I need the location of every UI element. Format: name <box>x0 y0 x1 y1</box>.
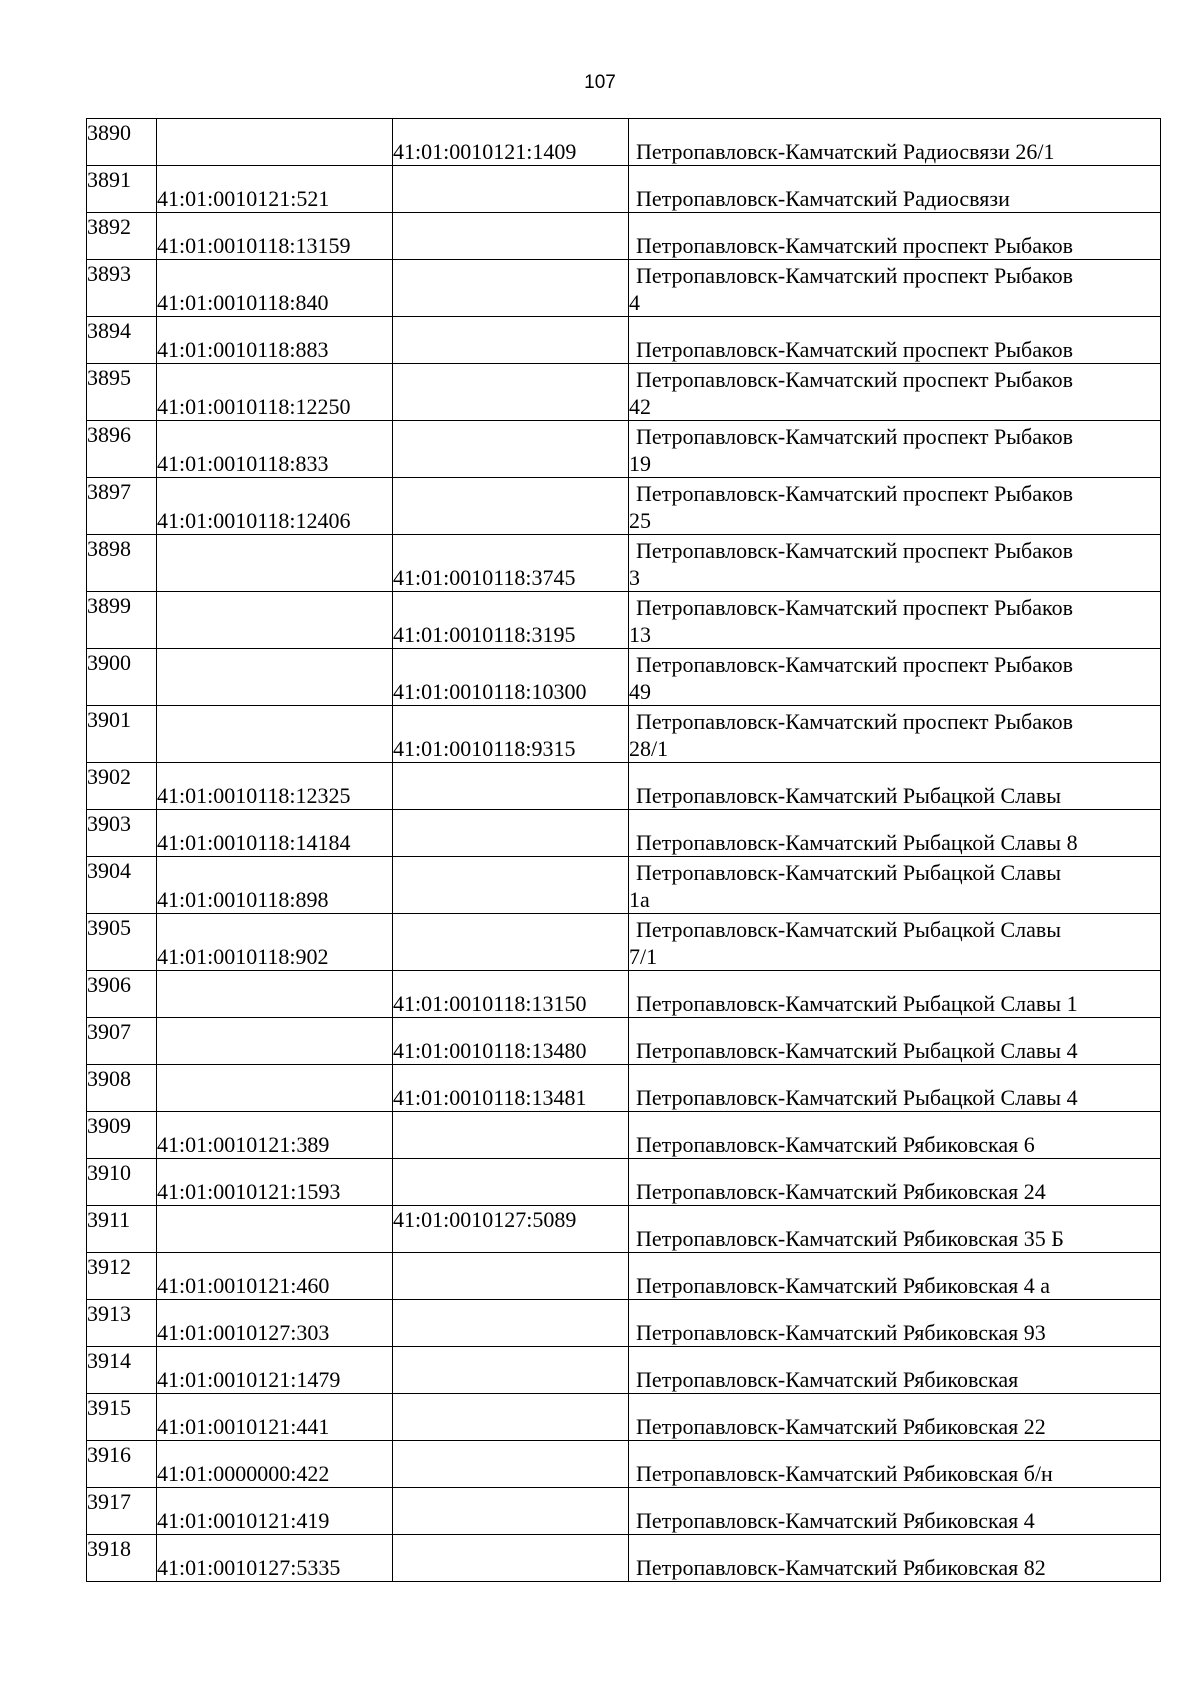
table-row <box>87 1347 1161 1394</box>
row-number: 3891 <box>87 166 157 213</box>
row-number: 3911 <box>87 1206 157 1253</box>
address-house-number: 3 <box>629 565 640 590</box>
address-house-number: 1а <box>629 887 650 912</box>
address-line: Петропавловск-Камчатский Рябиковская 82 <box>636 1555 1046 1580</box>
row-number: 3902 <box>87 763 157 810</box>
cadastral-number-primary: 41:01:0010121:460 <box>157 1253 393 1300</box>
address-cell <box>629 914 1161 971</box>
cadastral-number-secondary: 41:01:0010118:3195 <box>393 592 629 649</box>
address-cell <box>629 260 1161 317</box>
address-line: Петропавловск-Камчатский Рыбацкой Славы <box>636 917 1062 942</box>
address-line: Петропавловск-Камчатский проспект Рыбаков <box>636 481 1073 506</box>
address-line: Петропавловск-Камчатский Рыбацкой Славы <box>636 860 1062 885</box>
address-line: Петропавловск-Камчатский Рябиковская <box>636 1367 1019 1392</box>
address-line: Петропавловск-Камчатский Рыбацкой Славы <box>636 783 1062 808</box>
address-cell <box>629 421 1161 478</box>
cadastral-number-secondary: 41:01:0010118:13480 <box>393 1018 629 1065</box>
address-cell <box>629 1065 1161 1112</box>
cadastral-number-secondary <box>393 1300 629 1347</box>
table-row <box>87 1394 1161 1441</box>
address-line: Петропавловск-Камчатский проспект Рыбаков <box>636 424 1073 449</box>
address-cell <box>629 1347 1161 1394</box>
table-row <box>87 213 1161 260</box>
address-cell <box>629 1488 1161 1535</box>
address-cell <box>629 649 1161 706</box>
address-cell <box>629 1206 1161 1253</box>
table-row <box>87 1018 1161 1065</box>
cadastral-number-primary: 41:01:0010121:521 <box>157 166 393 213</box>
cadastral-number-secondary <box>393 166 629 213</box>
table-row <box>87 421 1161 478</box>
address-cell <box>629 1441 1161 1488</box>
address-house-number: 42 <box>629 394 651 419</box>
row-number: 3917 <box>87 1488 157 1535</box>
row-number: 3913 <box>87 1300 157 1347</box>
address-house-number: 49 <box>629 679 651 704</box>
row-number: 3903 <box>87 810 157 857</box>
row-number: 3910 <box>87 1159 157 1206</box>
table-row <box>87 763 1161 810</box>
table-row <box>87 1253 1161 1300</box>
cadastral-number-primary: 41:01:0000000:422 <box>157 1441 393 1488</box>
address-line: Петропавловск-Камчатский Рябиковская 4 а <box>636 1273 1050 1298</box>
cadastral-number-primary: 41:01:0010121:419 <box>157 1488 393 1535</box>
address-house-number: 7/1 <box>629 944 658 969</box>
table-row <box>87 1159 1161 1206</box>
address-cell <box>629 592 1161 649</box>
cadastral-number-secondary <box>393 1347 629 1394</box>
address-line: Петропавловск-Камчатский Рябиковская 93 <box>636 1320 1046 1345</box>
address-line: Петропавловск-Камчатский проспект Рыбаков <box>636 709 1073 734</box>
table-row <box>87 166 1161 213</box>
address-line: Петропавловск-Камчатский Рябиковская 35 Б <box>636 1226 1064 1251</box>
table-row <box>87 592 1161 649</box>
table-row <box>87 317 1161 364</box>
cadastral-number-primary: 41:01:0010121:1479 <box>157 1347 393 1394</box>
address-line: Петропавловск-Камчатский Рыбацкой Славы 1 <box>636 991 1078 1016</box>
table-row <box>87 364 1161 421</box>
table-row <box>87 1112 1161 1159</box>
table-row <box>87 810 1161 857</box>
cadastral-number-secondary <box>393 478 629 535</box>
cadastral-number-secondary <box>393 1488 629 1535</box>
address-line: Петропавловск-Камчатский Рыбацкой Славы 4 <box>636 1038 1078 1063</box>
row-number: 3897 <box>87 478 157 535</box>
cadastral-number-secondary <box>393 810 629 857</box>
row-number: 3905 <box>87 914 157 971</box>
cadastral-number-secondary: 41:01:0010118:3745 <box>393 535 629 592</box>
row-number: 3892 <box>87 213 157 260</box>
address-line: Петропавловск-Камчатский Рябиковская 4 <box>636 1508 1035 1533</box>
address-house-number: 4 <box>629 290 640 315</box>
address-cell <box>629 535 1161 592</box>
cadastral-number-primary: 41:01:0010118:13159 <box>157 213 393 260</box>
cadastral-number-primary: 41:01:0010121:1593 <box>157 1159 393 1206</box>
table-row <box>87 535 1161 592</box>
cadastral-number-primary <box>157 706 393 763</box>
cadastral-number-primary <box>157 592 393 649</box>
address-line: Петропавловск-Камчатский Рыбацкой Славы 8 <box>636 830 1078 855</box>
address-cell <box>629 1018 1161 1065</box>
cadastral-number-primary <box>157 649 393 706</box>
table-row <box>87 1206 1161 1253</box>
cadastral-number-secondary <box>393 1159 629 1206</box>
row-number: 3915 <box>87 1394 157 1441</box>
address-line: Петропавловск-Камчатский проспект Рыбаков <box>636 233 1073 258</box>
address-cell <box>629 971 1161 1018</box>
cadastral-number-secondary: 41:01:0010118:10300 <box>393 649 629 706</box>
address-line: Петропавловск-Камчатский проспект Рыбаков <box>636 538 1073 563</box>
cadastral-number-primary <box>157 119 393 166</box>
address-cell <box>629 119 1161 166</box>
table-row <box>87 971 1161 1018</box>
address-cell <box>629 1112 1161 1159</box>
cadastral-number-primary: 41:01:0010118:840 <box>157 260 393 317</box>
cadastral-number-secondary <box>393 1253 629 1300</box>
cadastral-number-secondary: 41:01:0010118:13150 <box>393 971 629 1018</box>
cadastral-registry-table <box>86 118 1161 1582</box>
cadastral-number-primary: 41:01:0010127:303 <box>157 1300 393 1347</box>
address-cell <box>629 166 1161 213</box>
cadastral-number-secondary <box>393 1535 629 1582</box>
cadastral-number-primary <box>157 1065 393 1112</box>
address-cell <box>629 706 1161 763</box>
address-line: Петропавловск-Камчатский проспект Рыбаков <box>636 337 1073 362</box>
table-row <box>87 119 1161 166</box>
address-line: Петропавловск-Камчатский проспект Рыбаков <box>636 367 1073 392</box>
cadastral-number-primary: 41:01:0010118:902 <box>157 914 393 971</box>
row-number: 3901 <box>87 706 157 763</box>
row-number: 3899 <box>87 592 157 649</box>
cadastral-number-primary: 41:01:0010118:14184 <box>157 810 393 857</box>
row-number: 3909 <box>87 1112 157 1159</box>
cadastral-number-primary: 41:01:0010118:12406 <box>157 478 393 535</box>
table-row <box>87 1300 1161 1347</box>
cadastral-number-secondary <box>393 1394 629 1441</box>
cadastral-number-secondary <box>393 317 629 364</box>
table-row <box>87 1535 1161 1582</box>
table-row <box>87 1488 1161 1535</box>
cadastral-number-primary <box>157 1018 393 1065</box>
address-cell <box>629 478 1161 535</box>
address-cell <box>629 1300 1161 1347</box>
address-cell <box>629 1394 1161 1441</box>
cadastral-number-secondary: 41:01:0010127:5089 <box>393 1206 629 1253</box>
address-cell <box>629 213 1161 260</box>
address-line: Петропавловск-Камчатский Радиосвязи 26/1 <box>636 139 1055 164</box>
address-house-number: 25 <box>629 508 651 533</box>
row-number: 3894 <box>87 317 157 364</box>
address-house-number: 19 <box>629 451 651 476</box>
cadastral-number-secondary <box>393 364 629 421</box>
table-row <box>87 478 1161 535</box>
row-number: 3890 <box>87 119 157 166</box>
cadastral-number-secondary: 41:01:0010118:9315 <box>393 706 629 763</box>
address-line: Петропавловск-Камчатский Рябиковская б/н <box>636 1461 1053 1486</box>
cadastral-number-secondary <box>393 857 629 914</box>
table-row <box>87 260 1161 317</box>
cadastral-number-primary: 41:01:0010118:12250 <box>157 364 393 421</box>
address-line: Петропавловск-Камчатский Рыбацкой Славы 4 <box>636 1085 1078 1110</box>
cadastral-number-primary: 41:01:0010121:441 <box>157 1394 393 1441</box>
address-cell <box>629 317 1161 364</box>
address-cell <box>629 810 1161 857</box>
cadastral-number-primary: 41:01:0010118:883 <box>157 317 393 364</box>
address-line: Петропавловск-Камчатский Радиосвязи <box>636 186 1010 211</box>
address-cell <box>629 763 1161 810</box>
cadastral-number-secondary <box>393 914 629 971</box>
row-number: 3896 <box>87 421 157 478</box>
cadastral-number-primary: 41:01:0010121:389 <box>157 1112 393 1159</box>
cadastral-number-primary <box>157 971 393 1018</box>
row-number: 3893 <box>87 260 157 317</box>
cadastral-number-secondary <box>393 421 629 478</box>
row-number: 3914 <box>87 1347 157 1394</box>
table-row <box>87 914 1161 971</box>
cadastral-number-primary: 41:01:0010118:12325 <box>157 763 393 810</box>
address-cell <box>629 1253 1161 1300</box>
address-cell <box>629 1535 1161 1582</box>
address-line: Петропавловск-Камчатский Рябиковская 6 <box>636 1132 1035 1157</box>
row-number: 3904 <box>87 857 157 914</box>
address-cell <box>629 364 1161 421</box>
table-row <box>87 649 1161 706</box>
address-house-number: 28/1 <box>629 736 669 761</box>
row-number: 3898 <box>87 535 157 592</box>
cadastral-number-primary: 41:01:0010118:898 <box>157 857 393 914</box>
address-line: Петропавловск-Камчатский проспект Рыбаков <box>636 595 1073 620</box>
table-row <box>87 1065 1161 1112</box>
cadastral-number-primary: 41:01:0010118:833 <box>157 421 393 478</box>
row-number: 3907 <box>87 1018 157 1065</box>
table-row <box>87 857 1161 914</box>
address-line: Петропавловск-Камчатский проспект Рыбаков <box>636 652 1073 677</box>
cadastral-number-primary <box>157 1206 393 1253</box>
row-number: 3908 <box>87 1065 157 1112</box>
table-row <box>87 706 1161 763</box>
row-number: 3900 <box>87 649 157 706</box>
address-line: Петропавловск-Камчатский проспект Рыбаков <box>636 263 1073 288</box>
cadastral-number-secondary: 41:01:0010118:13481 <box>393 1065 629 1112</box>
address-house-number: 13 <box>629 622 651 647</box>
cadastral-number-primary: 41:01:0010127:5335 <box>157 1535 393 1582</box>
row-number: 3895 <box>87 364 157 421</box>
cadastral-number-secondary <box>393 213 629 260</box>
cadastral-number-secondary <box>393 1441 629 1488</box>
address-cell <box>629 1159 1161 1206</box>
row-number: 3912 <box>87 1253 157 1300</box>
row-number: 3916 <box>87 1441 157 1488</box>
cadastral-number-secondary: 41:01:0010121:1409 <box>393 119 629 166</box>
cadastral-number-secondary <box>393 260 629 317</box>
page-number: 107 <box>584 72 616 93</box>
address-line: Петропавловск-Камчатский Рябиковская 22 <box>636 1414 1046 1439</box>
table-body <box>87 119 1161 1582</box>
cadastral-number-secondary <box>393 1112 629 1159</box>
address-line: Петропавловск-Камчатский Рябиковская 24 <box>636 1179 1046 1204</box>
row-number: 3906 <box>87 971 157 1018</box>
cadastral-number-secondary <box>393 763 629 810</box>
row-number: 3918 <box>87 1535 157 1582</box>
address-cell <box>629 857 1161 914</box>
table-row <box>87 1441 1161 1488</box>
cadastral-number-primary <box>157 535 393 592</box>
